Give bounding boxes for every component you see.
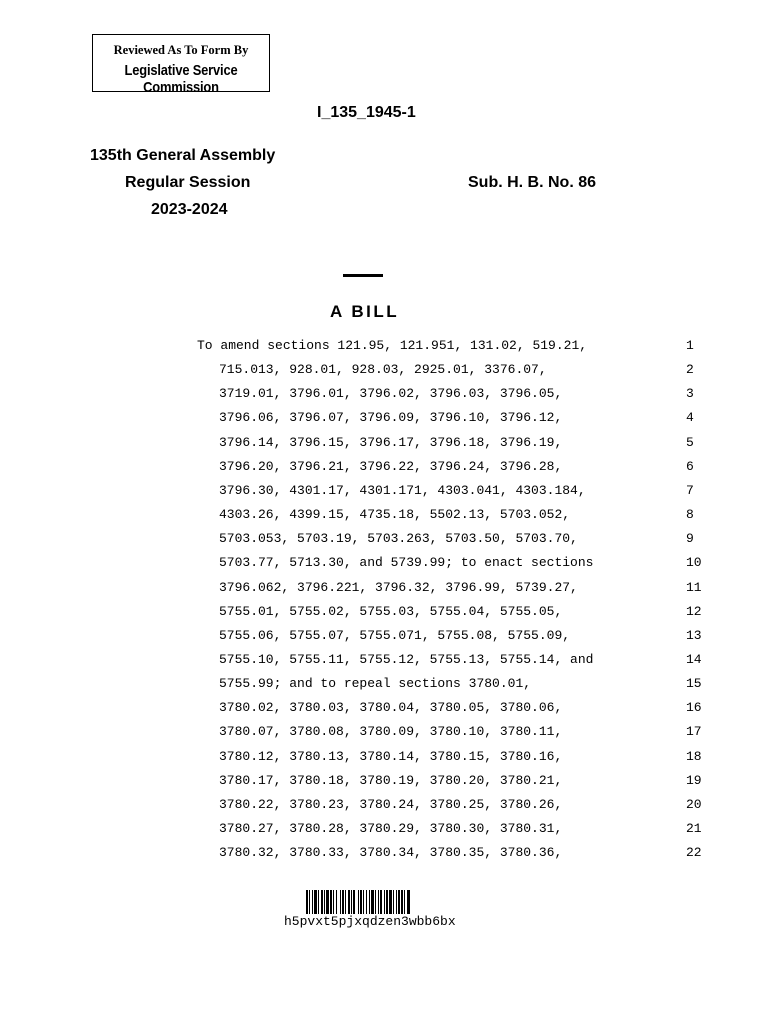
bill-text-line: 5703.053, 5703.19, 5703.263, 5703.50, 5703.70,: [219, 531, 578, 547]
bill-title: A BILL: [330, 302, 400, 321]
barcode-text: h5pvxt5pjxqdzen3wbb6bx: [284, 914, 456, 929]
line-number: 12: [686, 603, 702, 619]
session-years: 2023-2024: [151, 201, 228, 218]
session-type: Regular Session: [125, 174, 251, 191]
line-number: 9: [686, 531, 694, 547]
bill-text-line: 3780.17, 3780.18, 3780.19, 3780.20, 3780.21,: [219, 772, 563, 788]
bill-text-line: 3780.02, 3780.03, 3780.04, 3780.05, 3780.06,: [219, 700, 563, 716]
line-number: 1: [686, 338, 694, 353]
line-number: 19: [686, 772, 702, 788]
bill-text-line: 3780.12, 3780.13, 3780.14, 3780.15, 3780.16,: [219, 748, 563, 764]
bill-text-line: 3796.20, 3796.21, 3796.22, 3796.24, 3796.28,: [219, 458, 563, 474]
bill-text-line: 5755.01, 5755.02, 5755.03, 5755.04, 5755.05,: [219, 603, 563, 619]
barcode: [306, 890, 462, 914]
bill-text-line: 5703.77, 5713.30, and 5739.99; to enact sections: [219, 555, 594, 571]
line-number: 14: [686, 651, 702, 667]
general-assembly: 135th General Assembly: [90, 147, 276, 164]
bill-text-line: 3780.32, 3780.33, 3780.34, 3780.35, 3780.36,: [219, 845, 563, 861]
line-number: 5: [686, 434, 694, 450]
line-number: 20: [686, 796, 702, 812]
line-number: 6: [686, 458, 694, 474]
bill-text-line: 5755.99; and to repeal sections 3780.01,: [219, 676, 532, 692]
bill-text-line: 5755.06, 5755.07, 5755.071, 5755.08, 5755.09,: [219, 627, 571, 643]
line-number: 11: [686, 579, 702, 595]
line-number: 17: [686, 724, 702, 740]
bill-text-line: 3796.14, 3796.15, 3796.17, 3796.18, 3796.19,: [219, 434, 563, 450]
line-number: 15: [686, 676, 702, 692]
bill-text-line: 3796.062, 3796.221, 3796.32, 3796.99, 5739.27,: [219, 579, 578, 595]
line-number: 16: [686, 700, 702, 716]
line-number: 13: [686, 627, 702, 643]
line-number: 10: [686, 555, 702, 571]
bill-id: I_135_1945-1: [317, 104, 416, 121]
bill-number: Sub. H. B. No. 86: [468, 174, 597, 191]
line-number: 8: [686, 507, 694, 523]
line-number: 3: [686, 386, 694, 402]
line-number: 4: [686, 410, 694, 426]
line-number: 7: [686, 482, 694, 498]
bill-text-line: 3796.06, 3796.07, 3796.09, 3796.10, 3796.12,: [219, 410, 563, 426]
bill-text-line: 3796.30, 4301.17, 4301.171, 4303.041, 4303.184,: [219, 482, 586, 498]
title-rule: [343, 274, 383, 277]
line-number: 21: [686, 821, 702, 836]
stamp-line-reviewed: Reviewed As To Form By: [113, 43, 249, 57]
line-number: 22: [686, 845, 702, 861]
line-number: 2: [686, 362, 694, 378]
review-stamp: [92, 34, 270, 96]
bill-text-line: 4303.26, 4399.15, 4735.18, 5502.13, 5703.052,: [219, 507, 571, 523]
stamp-line-commission: Legislative Service Commission: [124, 62, 238, 96]
bill-text-line: 5755.10, 5755.11, 5755.12, 5755.13, 5755.14, and: [219, 651, 594, 667]
bill-text-line: 3780.07, 3780.08, 3780.09, 3780.10, 3780.11,: [219, 724, 563, 740]
bill-text-line: 3719.01, 3796.01, 3796.02, 3796.03, 3796.05,: [219, 386, 563, 402]
bill-text-line: 3780.22, 3780.23, 3780.24, 3780.25, 3780.26,: [219, 796, 563, 812]
bill-text-line: 715.013, 928.01, 928.03, 2925.01, 3376.07,: [219, 362, 547, 378]
bill-text-line: To amend sections 121.95, 121.951, 131.02, 519.21,: [197, 338, 588, 353]
bill-text-line: 3780.27, 3780.28, 3780.29, 3780.30, 3780.31,: [219, 821, 563, 836]
line-number: 18: [686, 748, 702, 764]
